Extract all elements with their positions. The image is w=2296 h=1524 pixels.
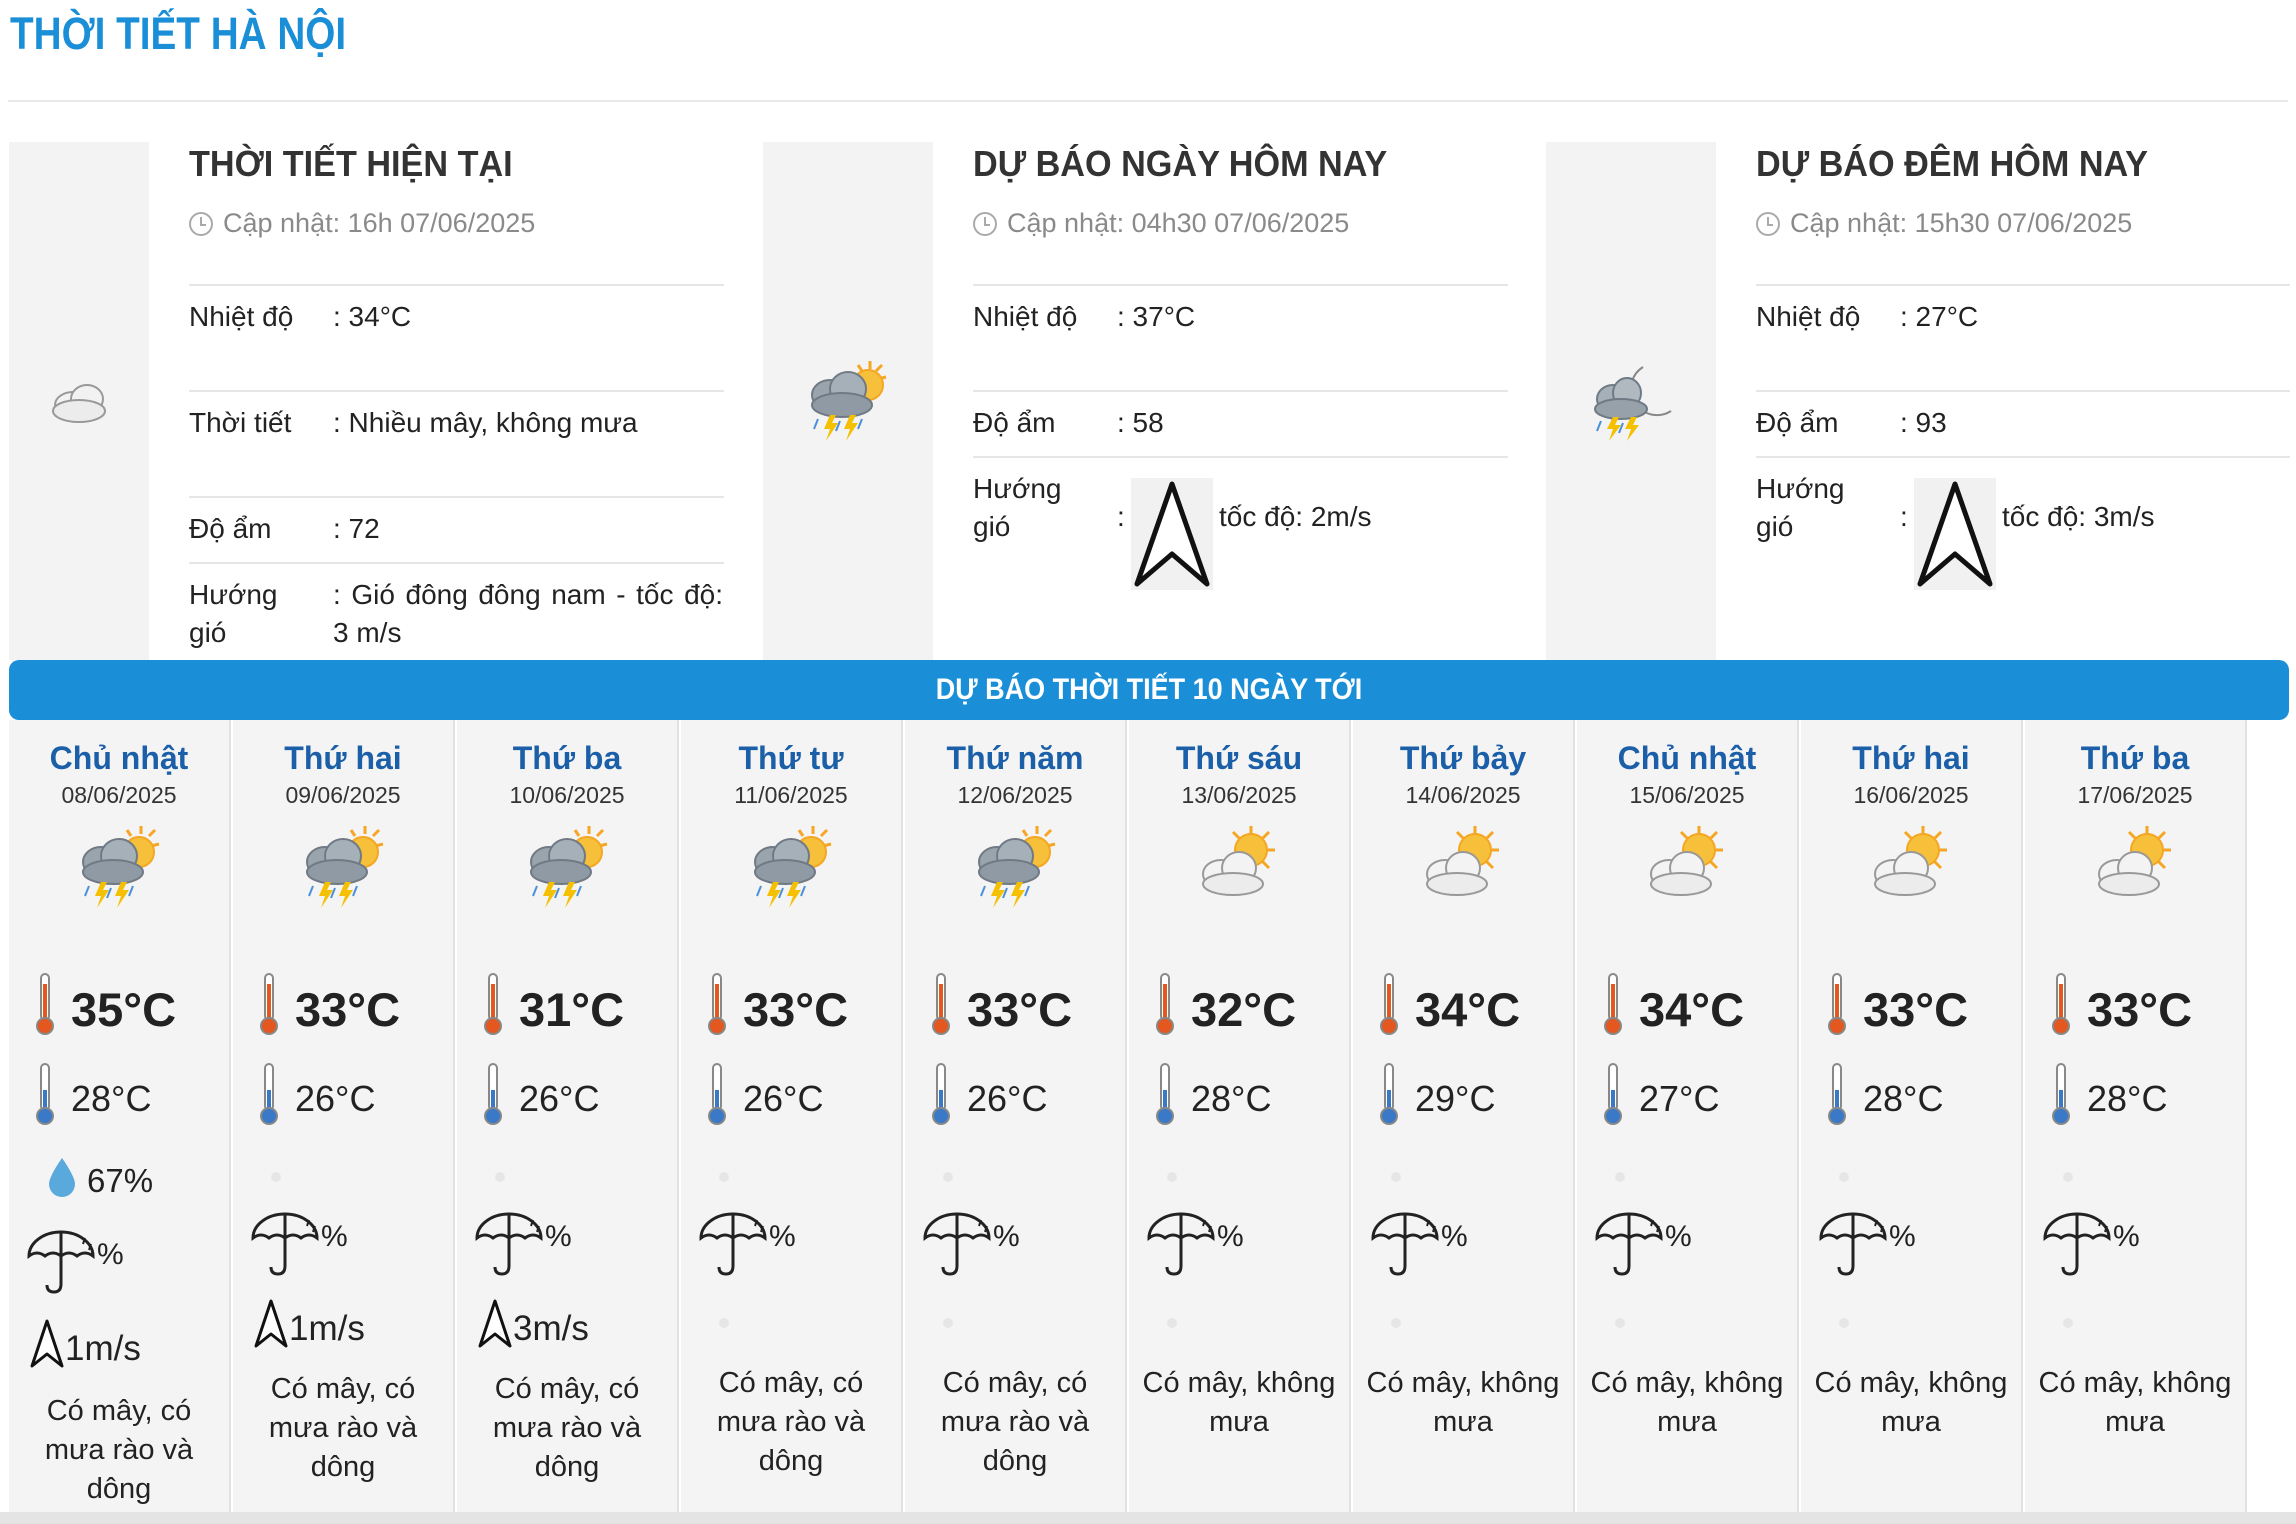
min-temp bbox=[35, 1062, 151, 1135]
tonight-updated-text: Cập nhật: 15h30 07/06/2025 bbox=[1790, 208, 2133, 238]
tonight-heading: DỰ BÁO ĐÊM HÔM NAY bbox=[1756, 143, 2148, 184]
partly-cloudy-icon bbox=[1191, 820, 1287, 921]
forecast-day-column bbox=[1353, 720, 1575, 1520]
thermometer-hot-icon bbox=[483, 972, 503, 1047]
rain-chance bbox=[2041, 1210, 2140, 1284]
tonight-row-humidity bbox=[1756, 390, 2290, 456]
rain-chance bbox=[697, 1210, 796, 1284]
humidity-empty-dot bbox=[1167, 1172, 1177, 1182]
status-bar bbox=[0, 1512, 2296, 1524]
weather-description: Có mây, không mưa bbox=[1142, 1367, 1336, 1438]
thermometer-hot-icon bbox=[1603, 972, 1623, 1047]
min-temp bbox=[483, 1062, 599, 1135]
today-icon-column bbox=[763, 142, 933, 660]
humidity-empty-dot bbox=[943, 1172, 953, 1182]
current-updated-text: Cập nhật: 16h 07/06/2025 bbox=[223, 208, 536, 238]
thunderstorm-sun-icon bbox=[800, 353, 896, 449]
wind-speed bbox=[29, 1318, 141, 1379]
max-temp bbox=[483, 972, 624, 1047]
thermometer-hot-icon bbox=[931, 972, 951, 1047]
wind-empty-dot bbox=[943, 1318, 953, 1328]
current-weather-label: Thời tiết bbox=[189, 407, 292, 438]
thunderstorm-sun-icon bbox=[743, 820, 839, 921]
tonight-wind-speed: tốc độ: 3m/s bbox=[2002, 501, 2155, 532]
partly-cloudy-icon bbox=[1639, 820, 1735, 921]
forecast-day-column bbox=[1801, 720, 2023, 1520]
min-temp bbox=[1603, 1062, 1719, 1135]
humidity-empty-dot bbox=[1839, 1172, 1849, 1182]
tonight-temp-label: Nhiệt độ bbox=[1756, 301, 1861, 332]
today-wind-colon: : bbox=[1117, 501, 1125, 532]
today-row-temp bbox=[973, 284, 1508, 390]
tonight-humidity-label: Độ ẩm bbox=[1756, 407, 1839, 438]
day-name: Thứ hai bbox=[1852, 740, 1970, 776]
rain-chance bbox=[473, 1210, 572, 1284]
weather-description: Có mây, không mưa bbox=[1590, 1367, 1784, 1438]
min-temp-value: 28°C bbox=[1191, 1077, 1272, 1119]
current-row-temp bbox=[189, 284, 724, 390]
max-temp bbox=[259, 972, 400, 1047]
cloudy-icon bbox=[47, 375, 111, 427]
current-temp-value: : 34°C bbox=[333, 301, 412, 332]
day-name: Thứ năm bbox=[946, 740, 1084, 776]
tonight-wind-colon: : bbox=[1900, 501, 1908, 532]
wind-direction-arrow-icon bbox=[29, 1318, 65, 1379]
min-temp-value: 29°C bbox=[1415, 1077, 1496, 1119]
partly-cloudy-icon bbox=[1415, 820, 1511, 921]
humidity-empty-dot bbox=[271, 1172, 281, 1182]
rain-chance-value: % bbox=[1217, 1220, 1244, 1253]
umbrella-icon bbox=[1145, 1210, 1217, 1284]
wind-empty-dot bbox=[1839, 1318, 1849, 1328]
thermometer-cold-icon bbox=[1155, 1062, 1175, 1135]
thermometer-hot-icon bbox=[259, 972, 279, 1047]
forecast-day-column bbox=[2025, 720, 2247, 1520]
tonight-row-wind bbox=[1756, 456, 2290, 598]
umbrella-icon bbox=[2041, 1210, 2113, 1284]
wind-direction-arrow-icon bbox=[1914, 478, 1996, 590]
partly-cloudy-icon bbox=[1863, 820, 1959, 921]
rain-chance-value: % bbox=[1665, 1220, 1692, 1253]
rain-chance bbox=[921, 1210, 1020, 1284]
thermometer-hot-icon bbox=[707, 972, 727, 1047]
min-temp bbox=[2051, 1062, 2167, 1135]
max-temp-value: 32°C bbox=[1191, 983, 1297, 1036]
min-temp bbox=[1155, 1062, 1271, 1135]
max-temp bbox=[931, 972, 1072, 1047]
today-temp-label: Nhiệt độ bbox=[973, 301, 1078, 332]
forecast-day-column bbox=[905, 720, 1127, 1520]
min-temp-value: 26°C bbox=[295, 1077, 376, 1119]
forecast-day-column bbox=[233, 720, 455, 1520]
forecast-day-column bbox=[1129, 720, 1351, 1520]
max-temp-value: 34°C bbox=[1639, 983, 1745, 1036]
today-humidity-label: Độ ẩm bbox=[973, 407, 1056, 438]
current-weather-value: : Nhiều mây, không mưa bbox=[333, 407, 638, 438]
thermometer-cold-icon bbox=[483, 1062, 503, 1135]
max-temp-value: 33°C bbox=[1863, 983, 1969, 1036]
thunderstorm-sun-icon bbox=[967, 820, 1063, 921]
max-temp-value: 35°C bbox=[71, 983, 177, 1036]
page-title: THỜI TIẾT HÀ NỘI bbox=[10, 8, 347, 59]
min-temp-value: 28°C bbox=[71, 1077, 152, 1119]
day-date: 12/06/2025 bbox=[957, 782, 1073, 808]
thermometer-hot-icon bbox=[2051, 972, 2071, 1047]
day-date: 15/06/2025 bbox=[1629, 782, 1745, 808]
thermometer-hot-icon bbox=[35, 972, 55, 1047]
wind-speed-value: 1m/s bbox=[65, 1328, 141, 1368]
wind-direction-arrow-icon bbox=[1131, 478, 1213, 590]
current-humidity-label: Độ ẩm bbox=[189, 513, 272, 544]
humidity bbox=[47, 1156, 153, 1206]
thermometer-cold-icon bbox=[931, 1062, 951, 1135]
humidity-value: 67% bbox=[87, 1162, 154, 1199]
weather-description: Có mây, có mưa rào và dông bbox=[716, 1367, 866, 1477]
rain-chance bbox=[25, 1228, 124, 1302]
min-temp-value: 26°C bbox=[743, 1077, 824, 1119]
max-temp bbox=[1827, 972, 1968, 1047]
forecast-banner-text: DỰ BÁO THỜI TIẾT 10 NGÀY TỚI bbox=[935, 673, 1363, 706]
umbrella-icon bbox=[25, 1228, 97, 1302]
rain-chance-value: % bbox=[1889, 1220, 1916, 1253]
current-weather-panel bbox=[9, 142, 724, 660]
tonight-wind-label: Hướng gió bbox=[1756, 473, 1845, 542]
min-temp bbox=[707, 1062, 823, 1135]
current-humidity-value: : 72 bbox=[333, 513, 380, 544]
max-temp bbox=[1155, 972, 1296, 1047]
min-temp-value: 28°C bbox=[2087, 1077, 2168, 1119]
max-temp bbox=[35, 972, 176, 1047]
rain-chance-value: % bbox=[769, 1220, 796, 1253]
day-name: Chủ nhật bbox=[49, 740, 189, 776]
water-drop-icon bbox=[47, 1156, 77, 1206]
min-temp-value: 28°C bbox=[1863, 1077, 1944, 1119]
current-heading: THỜI TIẾT HIỆN TẠI bbox=[189, 143, 513, 184]
thermometer-cold-icon bbox=[1379, 1062, 1399, 1135]
wind-speed bbox=[477, 1298, 589, 1359]
thermometer-cold-icon bbox=[35, 1062, 55, 1135]
day-date: 13/06/2025 bbox=[1181, 782, 1297, 808]
day-name: Chủ nhật bbox=[1617, 740, 1757, 776]
forecast-day-column bbox=[1577, 720, 1799, 1520]
min-temp bbox=[259, 1062, 375, 1135]
rain-chance-value: % bbox=[321, 1220, 348, 1253]
max-temp bbox=[2051, 972, 2192, 1047]
current-weather-icon-column bbox=[9, 142, 149, 660]
current-updated bbox=[189, 208, 535, 239]
forecast-day-column bbox=[681, 720, 903, 1520]
thunderstorm-sun-icon bbox=[71, 820, 167, 921]
divider bbox=[8, 100, 2288, 102]
clock-icon bbox=[1756, 212, 1780, 236]
today-row-wind bbox=[973, 456, 1508, 598]
rain-chance bbox=[1817, 1210, 1916, 1284]
max-temp bbox=[1379, 972, 1520, 1047]
forecast-banner bbox=[9, 660, 2289, 720]
day-name: Thứ ba bbox=[2080, 740, 2190, 776]
clock-icon bbox=[189, 212, 213, 236]
max-temp-value: 33°C bbox=[967, 983, 1073, 1036]
max-temp-value: 31°C bbox=[519, 983, 625, 1036]
max-temp-value: 34°C bbox=[1415, 983, 1521, 1036]
weather-description: Có mây, không mưa bbox=[1814, 1367, 2008, 1438]
umbrella-icon bbox=[697, 1210, 769, 1284]
wind-empty-dot bbox=[1167, 1318, 1177, 1328]
weather-description: Có mây, có mưa rào và dông bbox=[268, 1373, 418, 1483]
today-temp-value: : 37°C bbox=[1117, 301, 1196, 332]
max-temp bbox=[1603, 972, 1744, 1047]
tonight-updated bbox=[1756, 208, 2132, 239]
umbrella-icon bbox=[249, 1210, 321, 1284]
umbrella-icon bbox=[1817, 1210, 1889, 1284]
thermometer-cold-icon bbox=[1603, 1062, 1623, 1135]
wind-direction-arrow-icon bbox=[253, 1298, 289, 1359]
day-date: 14/06/2025 bbox=[1405, 782, 1521, 808]
weather-description: Có mây, có mưa rào và dông bbox=[940, 1367, 1090, 1477]
wind-empty-dot bbox=[1615, 1318, 1625, 1328]
weather-description: Có mây, có mưa rào và dông bbox=[492, 1373, 642, 1483]
day-date: 11/06/2025 bbox=[734, 782, 848, 808]
clock-icon bbox=[973, 212, 997, 236]
wind-empty-dot bbox=[2063, 1318, 2073, 1328]
today-wind-label: Hướng gió bbox=[973, 473, 1062, 542]
thermometer-cold-icon bbox=[1827, 1062, 1847, 1135]
tonight-humidity-value: : 93 bbox=[1900, 407, 1947, 438]
weather-description: Có mây, có mưa rào và dông bbox=[44, 1395, 194, 1505]
wind-empty-dot bbox=[1391, 1318, 1401, 1328]
today-humidity-value: : 58 bbox=[1117, 407, 1164, 438]
forecast-day-column bbox=[457, 720, 679, 1520]
forecast-day-column bbox=[9, 720, 231, 1520]
thermometer-cold-icon bbox=[2051, 1062, 2071, 1135]
min-temp-value: 26°C bbox=[967, 1077, 1048, 1119]
weather-description: Có mây, không mưa bbox=[2038, 1367, 2232, 1438]
rain-chance-value: % bbox=[2113, 1220, 2140, 1253]
thermometer-hot-icon bbox=[1155, 972, 1175, 1047]
current-row-weather bbox=[189, 390, 724, 496]
humidity-empty-dot bbox=[719, 1172, 729, 1182]
rain-chance-value: % bbox=[97, 1238, 124, 1271]
day-date: 08/06/2025 bbox=[61, 782, 177, 808]
wind-speed bbox=[253, 1298, 365, 1359]
day-name: Thứ ba bbox=[512, 740, 622, 776]
current-temp-label: Nhiệt độ bbox=[189, 301, 294, 332]
thermometer-hot-icon bbox=[1827, 972, 1847, 1047]
tonight-temp-value: : 27°C bbox=[1900, 301, 1979, 332]
thunderstorm-moon-icon bbox=[1583, 353, 1679, 449]
tonight-icon-column bbox=[1546, 142, 1716, 660]
thunderstorm-sun-icon bbox=[295, 820, 391, 921]
day-date: 10/06/2025 bbox=[509, 782, 625, 808]
min-temp-value: 26°C bbox=[519, 1077, 600, 1119]
max-temp-value: 33°C bbox=[2087, 983, 2193, 1036]
current-wind-value: : Gió đông đông nam - tốc độ: 3 m/s bbox=[333, 579, 723, 648]
thunderstorm-sun-icon bbox=[519, 820, 615, 921]
day-date: 09/06/2025 bbox=[285, 782, 401, 808]
day-date: 16/06/2025 bbox=[1853, 782, 1969, 808]
umbrella-icon bbox=[1369, 1210, 1441, 1284]
day-name: Thứ hai bbox=[284, 740, 402, 776]
tonight-row-temp bbox=[1756, 284, 2290, 390]
wind-direction-arrow-icon bbox=[477, 1298, 513, 1359]
thermometer-hot-icon bbox=[1379, 972, 1399, 1047]
weather-description: Có mây, không mưa bbox=[1366, 1367, 1560, 1438]
current-wind-label: Hướng gió bbox=[189, 579, 278, 648]
partly-cloudy-icon bbox=[2087, 820, 2183, 921]
min-temp-value: 27°C bbox=[1639, 1077, 1720, 1119]
humidity-empty-dot bbox=[2063, 1172, 2073, 1182]
today-heading: DỰ BÁO NGÀY HÔM NAY bbox=[973, 143, 1388, 184]
today-updated-text: Cập nhật: 04h30 07/06/2025 bbox=[1007, 208, 1350, 238]
humidity-empty-dot bbox=[1615, 1172, 1625, 1182]
wind-empty-dot bbox=[719, 1318, 729, 1328]
max-temp-value: 33°C bbox=[295, 983, 401, 1036]
day-date: 17/06/2025 bbox=[2077, 782, 2193, 808]
thermometer-cold-icon bbox=[707, 1062, 727, 1135]
humidity-empty-dot bbox=[495, 1172, 505, 1182]
today-forecast-panel bbox=[763, 142, 1508, 660]
min-temp bbox=[931, 1062, 1047, 1135]
max-temp-value: 33°C bbox=[743, 983, 849, 1036]
max-temp bbox=[707, 972, 848, 1047]
umbrella-icon bbox=[473, 1210, 545, 1284]
today-updated bbox=[973, 208, 1349, 239]
rain-chance bbox=[1145, 1210, 1244, 1284]
ten-day-forecast bbox=[9, 720, 2249, 1520]
rain-chance-value: % bbox=[1441, 1220, 1468, 1253]
day-name: Thứ bảy bbox=[1399, 740, 1527, 776]
umbrella-icon bbox=[1593, 1210, 1665, 1284]
umbrella-icon bbox=[921, 1210, 993, 1284]
rain-chance-value: % bbox=[545, 1220, 572, 1253]
thermometer-cold-icon bbox=[259, 1062, 279, 1135]
day-name: Thứ sáu bbox=[1175, 740, 1303, 776]
today-row-humidity bbox=[973, 390, 1508, 456]
rain-chance bbox=[249, 1210, 348, 1284]
today-wind-speed: tốc độ: 2m/s bbox=[1219, 501, 1372, 532]
day-name: Thứ tư bbox=[738, 740, 844, 776]
min-temp bbox=[1827, 1062, 1943, 1135]
current-row-humidity bbox=[189, 496, 724, 562]
rain-chance bbox=[1369, 1210, 1468, 1284]
tonight-forecast-panel bbox=[1546, 142, 2290, 660]
humidity-empty-dot bbox=[1391, 1172, 1401, 1182]
wind-speed-value: 3m/s bbox=[513, 1308, 589, 1348]
current-row-wind bbox=[189, 562, 724, 660]
rain-chance bbox=[1593, 1210, 1692, 1284]
min-temp bbox=[1379, 1062, 1495, 1135]
wind-speed-value: 1m/s bbox=[289, 1308, 365, 1348]
rain-chance-value: % bbox=[993, 1220, 1020, 1253]
